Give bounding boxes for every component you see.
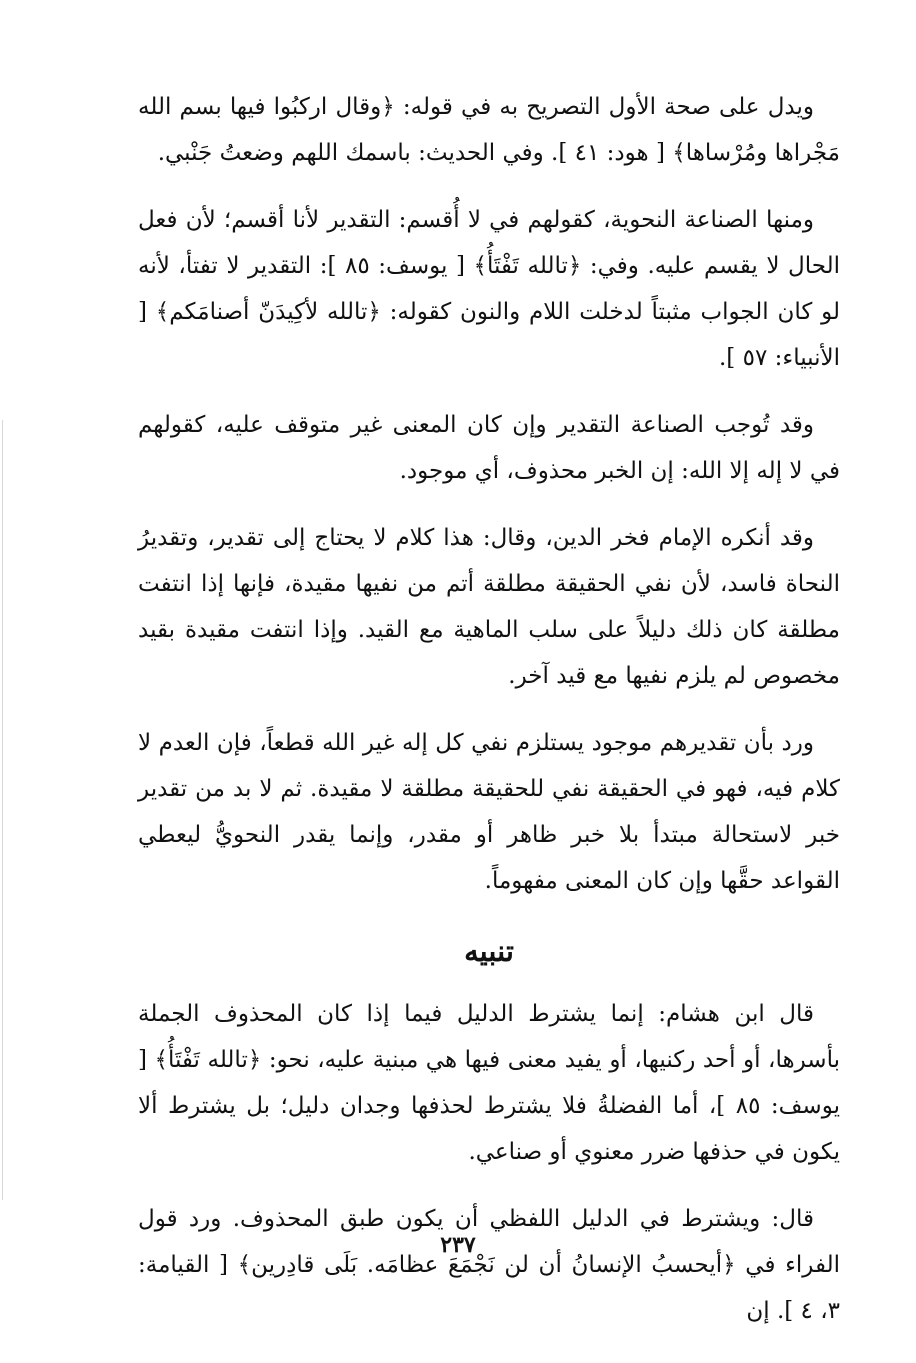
paragraph-ibn-hisham: قال ابن هشام: إنما يشترط الدليل فيما إذا كان المحذوف الجملة بأسرها، أو أحد ركنيها، أو يفيد معنى فيها هي مبنية عليه، نحو: ﴿تالله تَفْتَأُ﴾ [ يوسف: ٨٥ ]، أما الفضلةُ فلا يشترط لحذفها وجدان دليل؛ بل يشترط ألا يكون في حذفها ضرر معنوي أو صناعي. (138, 1001, 840, 1165)
paragraph-basmala-evidence: ويدل على صحة الأول التصريح به في قوله: ﴿وقال اركبُوا فيها بسم الله مَجْراها ومُرْساها﴾ [ هود: ٤١ ]. وفي الحديث: باسمك اللهم وضعتُ جَنْبي. (138, 94, 840, 166)
paragraph-grammatical-craft: ومنها الصناعة النحوية، كقولهم في لا أُقسم: التقدير لأنا أقسم؛ لأن فعل الحال لا يقسم عليه. وفي: ﴿تالله تَفْتَأُ﴾ [ يوسف: ٨٥ ]: التقدير لا تفتأ، لأنه لو كان الجواب مثبتاً لدخلت اللام والنون كقوله: ﴿تالله لأكِيدَنّ أصنامَكم﴾ [ الأنبياء: ٥٧ ]. (138, 207, 840, 371)
paragraph-fakhr-al-din: وقد أنكره الإمام فخر الدين، وقال: هذا كلام لا يحتاج إلى تقدير، وتقديرُ النحاة فاسد، لأن نفي الحقيقة مطلقة أتم من نفيها مقيدة، فإنها إذا انتفت مطلقة كان ذلك دليلاً على سلب الماهية مع القيد. وإذا انتفت مقيدة بقيد مخصوص لم يلزم نفيها مع قيد آخر. (138, 525, 840, 689)
page-body (138, 84, 840, 1355)
section-heading: تنبيه (464, 934, 514, 968)
paragraph-taqdir-necessity: وقد تُوجب الصناعة التقدير وإن كان المعنى غير متوقف عليه، كقولهم في لا إله إلا الله: إن الخبر محذوف، أي موجود. (138, 412, 840, 484)
paragraph-rebuttal: ورد بأن تقديرهم موجود يستلزم نفي كل إله غير الله قطعاً، فإن العدم لا كلام فيه، فهو في الحقيقة نفي للحقيقة مطلقة لا مقيدة. ثم لا بد من تقدير خبر لاستحالة مبتدأ بلا خبر ظاهر أو مقدر، وإنما يقدر النحويُّ ليعطي القواعد حقَّها وإن كان المعنى مفهوماً. (138, 730, 840, 894)
paragraph-verbal-evidence: قال: ويشترط في الدليل اللفظي أن يكون طبق المحذوف. ورد قول الفراء في ﴿أيحسبُ الإنسانُ أن لن نَجْمَعَ عظامَه. بَلَى قادِرين﴾ [ القيامة: ٣، ٤ ]. إن (138, 1206, 840, 1324)
margin-rule (2, 420, 3, 1200)
page-number: ٢٣٧ (440, 1232, 476, 1258)
